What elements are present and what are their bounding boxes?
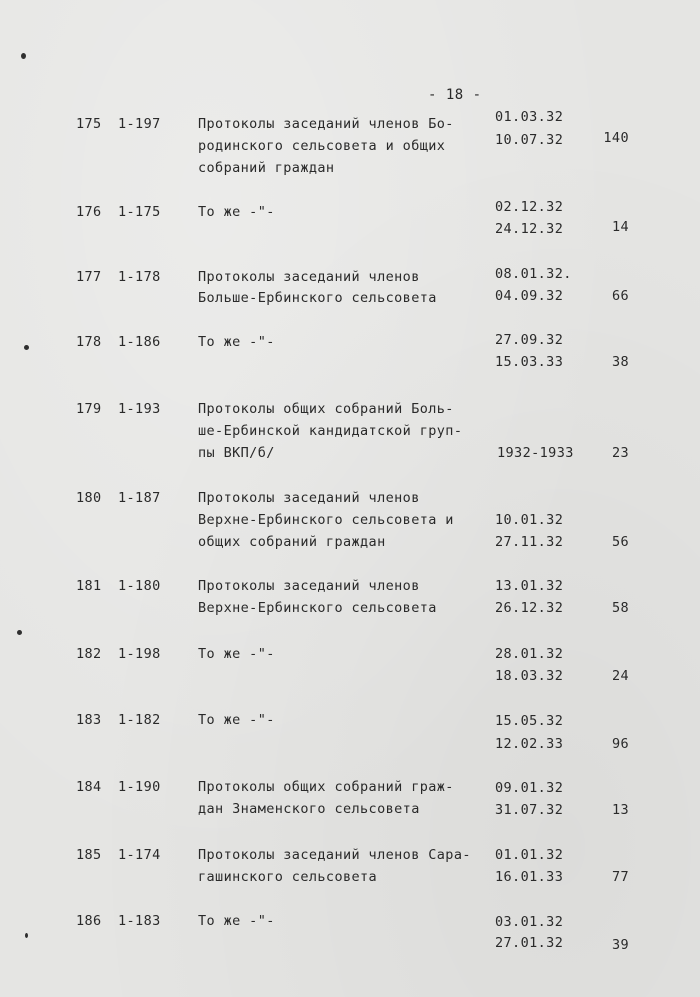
record-number: 175 xyxy=(76,116,102,132)
record-description-line: То же -"- xyxy=(198,334,275,350)
record-sheets: 39 xyxy=(611,937,629,953)
record-number: 178 xyxy=(76,334,102,350)
record-date-start: 15.05.32 xyxy=(495,713,564,729)
record-date-end: 31.07.32 xyxy=(495,802,564,818)
record-date-range: 1932-1933 xyxy=(497,445,574,461)
record-description-line: пы ВКП/б/ xyxy=(198,445,275,461)
record-number: 186 xyxy=(76,913,102,929)
record-number: 176 xyxy=(76,204,102,220)
record-sheets: 13 xyxy=(611,802,629,818)
record-description-line: Верхне-Ербинского сельсовета xyxy=(198,600,437,616)
record-description-line: Протоколы заседаний членов Сара- xyxy=(198,847,471,863)
scan-mark xyxy=(25,933,28,938)
record-date-start: 01.03.32 xyxy=(495,109,564,125)
record-date-end: 04.09.32 xyxy=(495,288,564,304)
record-code: 1-175 xyxy=(118,204,161,220)
record-code: 1-190 xyxy=(118,779,161,795)
record-description-line: родинского сельсовета и общих xyxy=(198,138,446,154)
record-sheets: 14 xyxy=(611,219,629,235)
record-code: 1-186 xyxy=(118,334,161,350)
record-date-end: 24.12.32 xyxy=(495,221,564,237)
record-date-start: 02.12.32 xyxy=(495,199,564,215)
record-date-start: 28.01.32 xyxy=(495,646,564,662)
record-date-start: 03.01.32 xyxy=(495,914,564,930)
record-description-line: То же -"- xyxy=(198,646,275,662)
record-date-end: 26.12.32 xyxy=(495,600,564,616)
record-description-line: То же -"- xyxy=(198,913,275,929)
record-code: 1-178 xyxy=(118,269,161,285)
record-date-start: 13.01.32 xyxy=(495,578,564,594)
record-date-end: 12.02.33 xyxy=(495,736,564,752)
record-date-start: 27.09.32 xyxy=(495,332,564,348)
record-sheets: 58 xyxy=(611,600,629,616)
record-date-end: 27.01.32 xyxy=(495,935,564,951)
record-description-line: Протоколы общих собраний граж- xyxy=(198,779,454,795)
record-description-line: Протоколы заседаний членов xyxy=(198,490,420,506)
record-code: 1-193 xyxy=(118,401,161,417)
record-number: 185 xyxy=(76,847,102,863)
record-sheets: 23 xyxy=(611,445,629,461)
record-sheets: 38 xyxy=(611,354,629,370)
record-date-end: 18.03.32 xyxy=(495,668,564,684)
record-description-line: Протоколы общих собраний Боль- xyxy=(198,401,454,417)
record-code: 1-174 xyxy=(118,847,161,863)
record-description-line: общих собраний граждан xyxy=(198,534,386,550)
record-number: 182 xyxy=(76,646,102,662)
scan-mark xyxy=(17,630,22,635)
record-number: 180 xyxy=(76,490,102,506)
record-description-line: дан Знаменского сельсовета xyxy=(198,801,420,817)
record-number: 183 xyxy=(76,712,102,728)
record-description-line: Протоколы заседаний членов Бо- xyxy=(198,116,454,132)
record-sheets: 96 xyxy=(611,736,629,752)
record-description-line: ше-Ербинской кандидатской груп- xyxy=(198,423,463,439)
record-description-line: То же -"- xyxy=(198,204,275,220)
scan-mark xyxy=(21,53,26,59)
record-description-line: Протоколы заседаний членов xyxy=(198,578,420,594)
record-code: 1-183 xyxy=(118,913,161,929)
record-date-end: 10.07.32 xyxy=(495,132,564,148)
record-date-start: 01.01.32 xyxy=(495,847,564,863)
record-description-line: собраний граждан xyxy=(198,160,335,176)
record-sheets: 66 xyxy=(611,288,629,304)
record-date-start: 09.01.32 xyxy=(495,780,564,796)
record-date-start: 08.01.32. xyxy=(495,266,572,282)
record-sheets: 77 xyxy=(611,869,629,885)
record-date-start: 10.01.32 xyxy=(495,512,564,528)
page-number: - 18 - xyxy=(428,87,482,103)
record-sheets: 24 xyxy=(611,668,629,684)
record-date-end: 15.03.33 xyxy=(495,354,564,370)
record-sheets: 56 xyxy=(611,534,629,550)
record-code: 1-197 xyxy=(118,116,161,132)
record-description-line: Больше-Ербинского сельсовета xyxy=(198,290,437,306)
record-number: 181 xyxy=(76,578,102,594)
record-description-line: гашинского сельсовета xyxy=(198,869,378,885)
record-description-line: То же -"- xyxy=(198,712,275,728)
record-code: 1-198 xyxy=(118,646,161,662)
record-sheets: 140 xyxy=(603,130,629,146)
record-date-end: 16.01.33 xyxy=(495,869,564,885)
record-number: 184 xyxy=(76,779,102,795)
record-description-line: Протоколы заседаний членов xyxy=(198,269,420,285)
record-code: 1-187 xyxy=(118,490,161,506)
scan-mark xyxy=(24,345,29,350)
record-number: 179 xyxy=(76,401,102,417)
record-code: 1-182 xyxy=(118,712,161,728)
record-date-end: 27.11.32 xyxy=(495,534,564,550)
record-code: 1-180 xyxy=(118,578,161,594)
record-number: 177 xyxy=(76,269,102,285)
record-description-line: Верхне-Ербинского сельсовета и xyxy=(198,512,454,528)
